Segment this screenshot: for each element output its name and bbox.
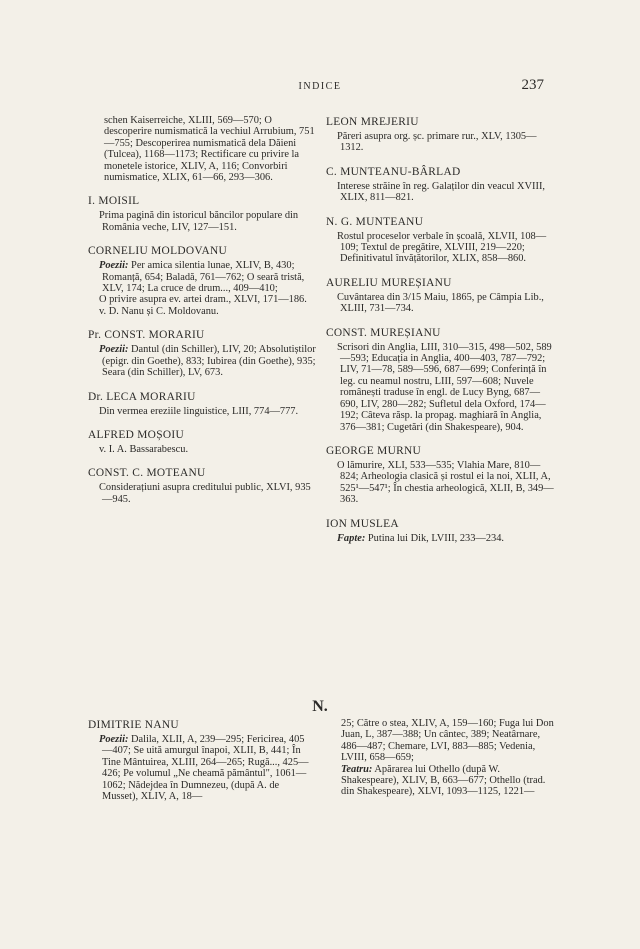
entry-text: O lămurire, XLI, 533—535; Vlahia Mare, 810—824; Arheologia clasică și rostul ei la noi, XLII, A, 525¹—547¹; În chestia arheologică, XLII, B, 349—363.: [337, 459, 554, 506]
entry-text: v. I. A. Bassarabescu.: [99, 443, 189, 455]
entry-text: Interese străine în reg. Galaților din veacul XVIII, XLIX, 811—821.: [337, 180, 546, 204]
entry-body: [326, 533, 556, 544]
index-entry: [326, 276, 556, 315]
entry-body: [326, 342, 556, 433]
author-name: CORNELIU MOLDOVANU: [88, 245, 228, 258]
entry-body: [88, 210, 316, 233]
entry-text: Fapte: Putina lui Dik, LVIII, 233—234.: [337, 532, 505, 544]
entry-text: Scrisori din Anglia, LIII, 310—315, 498—502, 589—593; Educația in Anglia, 400—403, 787—792; LIV, 71—78, 589—596, 687—699; Conferință în leg. cu neamul nostru, LIII, 597—608; Nuvele românești traduse în engl. de Lucy Byng, 687—690, LIV, 280—282; Sufletul dela Oxford, 174—192; Câteva răsp. la propag. maghiară în Anglia, 376—381; Cugetări (din Shakespeare), 904.: [337, 341, 552, 433]
index-column-left: [88, 115, 316, 516]
entry-body: [88, 444, 316, 455]
index-column-bottom-left: [88, 718, 313, 813]
entry-text: Considerațiuni asupra creditului public, XLVI, 935—945.: [99, 482, 311, 505]
entry-body: [326, 460, 556, 506]
entry-body: [326, 292, 556, 315]
entry-text: Din vermea ereziile linguistice, LIII, 774—777.: [99, 405, 299, 417]
index-column-right: [326, 115, 556, 555]
author-name: ALFRED MOȘOIU: [88, 428, 184, 441]
index-entry: [88, 328, 316, 378]
page-number: 237: [521, 77, 544, 93]
entry-text: schen Kaiserreiche, XLIII, 569—570; O descoperire numismatică la vechiul Arrubium, 751—755; Descoperirea numismatică dela Dăieni (Tulcea), 1168—1173; Rectificare cu privire la monetele istorice, XLIV, A, 116; Convorbiri numismatice, XLIX, 61—66, 293—306.: [104, 115, 315, 184]
index-entry: [88, 390, 316, 417]
entry-body: [88, 734, 313, 802]
entry-continuation: [88, 115, 316, 183]
index-entry: [88, 718, 313, 802]
index-entry: [88, 115, 316, 183]
index-entry: [326, 165, 556, 204]
author-name: Pr. CONST. MORARIU: [88, 329, 205, 342]
author-name: LEON MREJERIU: [326, 116, 419, 128]
section-letter: N.: [312, 698, 328, 715]
entry-body: [326, 131, 556, 154]
index-entry: [88, 428, 316, 455]
entry-body: [88, 482, 316, 505]
author-name: ION MUSLEA: [326, 517, 399, 530]
entry-body: [326, 181, 556, 204]
index-entry: [326, 215, 556, 265]
author-name: I. MOISIL: [88, 195, 140, 208]
author-name: Dr. LECA MORARIU: [88, 390, 196, 403]
author-name: GEORGE MURNU: [326, 444, 422, 457]
entry-text: Poezii: Per amica silentia lunae, XLIV, B, 430; Romanță, 654; Baladă, 761—762; O seară tristă, XLV, 174; La cruce de drum..., 409—410;: [99, 260, 305, 295]
entry-text: v. D. Nanu și C. Moldovanu.: [99, 305, 219, 317]
author-name: CONST. C. MOTEANU: [88, 467, 206, 480]
entry-text: Rostul proceselor verbale în școală, XLVII, 108—109; Textul de pregătire, XLVIII, 219—220; Definitivatul învățătorilor, XLIX, 858—860.: [337, 230, 547, 265]
entry-continuation: [325, 718, 557, 798]
author-name: AURELIU MUREȘIANU: [326, 276, 452, 289]
entry-body: [88, 260, 316, 317]
running-title: INDICE: [298, 81, 342, 92]
entry-text: Poezii: Dantul (din Schiller), LIV, 20; Absolutiștilor (epigr. din Goethe), 833; Iubirea (din Goethe), 935; Seara (din Schiller), LV, 673.: [99, 344, 316, 379]
index-entry: [326, 444, 556, 506]
entry-text: Teatru: Apărarea lui Othello (după W. Shakespeare), XLIV, B, 663—677; Othello (trad. din Shakespeare), XLVI, 1093—1125, 1221—: [341, 763, 546, 798]
entry-text: O privire asupra ev. artei dram., XLVI, 171—186.: [99, 294, 307, 306]
entry-text: Păreri asupra org. șc. primare rur., XLV, 1305—1312.: [337, 131, 537, 154]
index-entry: [88, 194, 316, 233]
entry-body: [88, 406, 316, 417]
entry-text: Poezii: Dalila, XLII, A, 239—295; Fericirea, 405—407; Se uită amurgul înapoi, XLII, B, 441; În Tine Mântuirea, XLIII, 264—265; Rugă..., 425—426; Pe volumul „Ne cheamă pământul", 1061—1062; Nădejdea în Dumnezeu, (după A. de Musset), XLIV, A, 18—: [99, 734, 309, 803]
entry-text: Cuvântarea din 3/15 Maiu, 1865, pe Câmpia Lib., XLIII, 731—734.: [337, 291, 544, 315]
index-entry: [326, 517, 556, 544]
entry-text: Prima pagină din istoricul băncilor populare din România veche, LIV, 127—151.: [99, 210, 299, 233]
author-name: DIMITRIE NANU: [88, 719, 179, 731]
author-name: N. G. MUNTEANU: [326, 215, 424, 228]
author-name: C. MUNTEANU-BÂRLAD: [326, 165, 461, 178]
index-column-bottom-right: [325, 718, 557, 798]
running-head: [0, 77, 640, 97]
entry-body: [88, 344, 316, 378]
entry-text: 25; Către o stea, XLIV, A, 159—160; Fuga lui Don Juan, L, 387—388; Un cântec, 389; Neatârnare, 486—487; Chemare, LVI, 883—885; Vedenia, LVIII, 658—659;: [341, 718, 554, 764]
entry-body: [326, 231, 556, 265]
index-entry: [88, 466, 316, 505]
author-name: CONST. MUREȘIANU: [326, 326, 441, 339]
index-entry: [326, 326, 556, 433]
index-entry: [88, 244, 316, 317]
index-entry: [326, 115, 556, 154]
